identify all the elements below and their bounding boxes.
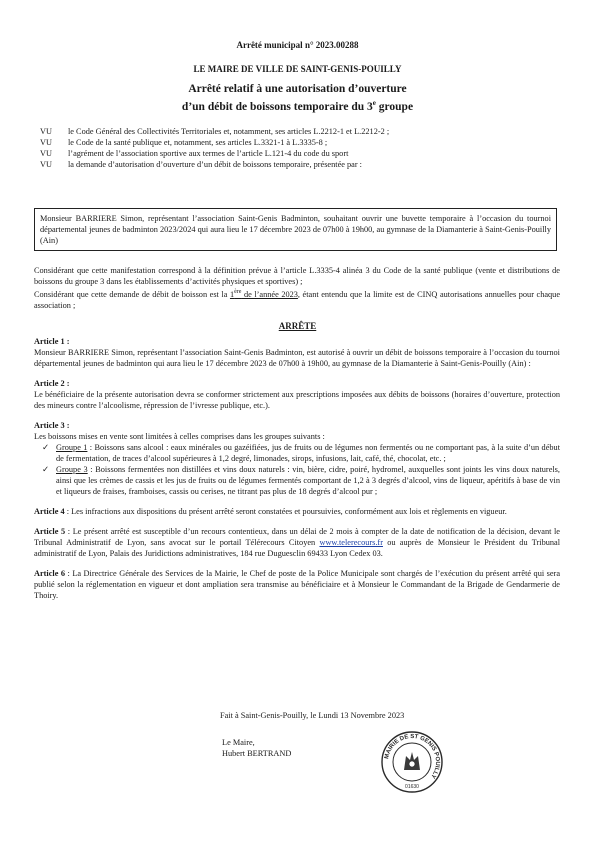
document-title (0, 82, 595, 114)
article-2-text: Le bénéficiaire de la présente autorisation devra se conformer strictement aux prescriptions imposées aux débits de boissons (horaires d’ouverture, protection des mineurs contre l’alcoolisme, répression de l’ivresse publique, etc.). (34, 390, 560, 410)
checkmark-icon: ✓ (42, 443, 49, 452)
decree-heading: ARRÊTE (278, 321, 317, 331)
stamp-postal-code: 01630 (405, 784, 419, 790)
group-1-text (56, 442, 560, 464)
vu-label: VU (40, 160, 52, 169)
signature-block (222, 737, 291, 759)
article-6-text: : La Directrice Générale des Services de la Mairie, le Chef de poste de la Police Municipale sont chargés de l’exécution du présent arrêté qui sera publié selon la réglementation en vigueur et dont ampliation sera transmise au bénéficiaire et à Monsieur le Commandant de la Brigade de Gendarmerie de Thoiry. (34, 569, 560, 600)
vu-label: VU (40, 138, 52, 147)
title-line-2-end: groupe (375, 100, 414, 113)
title-ordinal-sup: e (372, 99, 376, 107)
article-5 (34, 526, 560, 559)
article-6-title: Article 6 (34, 569, 66, 578)
consideration-2-start: Considérant que cette demande de débit de boisson est la (34, 289, 230, 299)
vu-text: la demande d’autorisation d’ouverture d’un débit de boissons temporaire, présentée par : (68, 160, 362, 169)
article-4-title: Article 4 (34, 507, 65, 516)
vu-label: VU (40, 127, 52, 136)
group-3-item (42, 464, 560, 497)
vu-row (40, 148, 560, 159)
article-3-intro: Les boissons mises en vente sont limitées à celles comprises dans les groupes suivants : (34, 432, 325, 441)
vu-text: le Code Général des Collectivités Territoriales et, notamment, ses articles L.2212-1 et L.2212-2 ; (68, 127, 390, 136)
signatory-name: Hubert BERTRAND (222, 749, 292, 758)
consideration-1: Considérant que cette manifestation correspond à la définition prévue à l’article L.3335-4 alinéa 3 du Code de la santé publique (vente et distributions de boissons du groupe 3 dans les établissements d’activités physiques et sportives) ; (34, 266, 560, 286)
article-1-title: Article 1 : (34, 337, 70, 346)
consideration-2-ordinal (230, 290, 298, 299)
vu-text: le Code de la santé publique et, notamment, ses articles L.3321-1 à L.3335-8 ; (68, 138, 328, 147)
ordinal-year: de l’année 2023 (241, 289, 298, 299)
group-1-label: Groupe 1 (56, 443, 88, 452)
request-box: Monsieur BARRIERE Simon, représentant l’association Saint-Genis Badminton, souhaitant ouvrir une buvette temporaire à l’occasion du tournoi départemental jeunes de badminton 2023/2024 qui aura lieu le 17 décembre 2023 de 07h00 à 19h00, au gymnase de la Diamanterie à Saint-Genis-Pouilly (Ain) (34, 208, 557, 251)
telerecours-link[interactable]: www.telerecours.fr (319, 538, 383, 547)
vu-row (40, 126, 560, 137)
article-4-text: : Les infractions aux dispositions du présent arrêté seront constatées et poursuivies, conformément aux lois et règlements en vigueur. (64, 507, 507, 516)
title-line-2-start: d’un débit de boissons temporaire du 3 (181, 100, 373, 113)
articles-section (34, 336, 560, 601)
stamp-ring-text: MAIRIE DE ST GENIS POUILLY (384, 733, 441, 780)
vu-row (40, 137, 560, 148)
group-1-description: : Boissons sans alcool : eaux minérales ou gazéifiées, jus de fruits ou de légumes non fermentés ou ne comportant pas, à la suite d’un début de fermentation, de traces d’alcool supérieures à 1,2 degré, limonades, sirops, infusions, lait, café, thé, chocolat, etc. ; (56, 443, 560, 463)
group-3-description: : Boissons fermentées non distillées et vins doux naturels : vin, bière, cidre, poiré, hydromel, auxquelles sont joints les vins doux naturels, ainsi que les crèmes de cassis et les jus de fruits ou de légumes fermentés comportant de 1,2 à 3 degrés d’alcool, vins de liqueur, apéritifs à base de vin et liqueurs de fraises, framboises, cassis ou cerises, ne titrant pas plus de 18 degrés d’alcool pur ; (56, 465, 560, 496)
ordinal-sup: ère (234, 289, 242, 295)
signature-date: Fait à Saint-Genis-Pouilly, le Lundi 13 Novembre 2023 (220, 711, 405, 720)
issuing-authority: LE MAIRE DE VILLE DE SAINT-GENIS-POUILLY (193, 64, 402, 74)
legal-basis-list (40, 126, 560, 170)
decree-reference: Arrêté municipal n° 2023.00288 (236, 40, 359, 50)
article-1-text: Monsieur BARRIERE Simon, représentant l’association Saint-Genis Badminton, est autorisé à ouvrir un débit de boissons temporaire à l’occasion du tournoi départemental jeunes de badminton qui aura lieu le 17 décembre 2023 de 07h00 à 19h00, au gymnase de la Diamanterie à Saint-Genis-Pouilly (Ain) : (34, 348, 560, 368)
article-5-text-start: : Le présent arrêté est susceptible d’un recours contentieux, dans un délai de 2 mois à compter de la date de notification de la décision, devant le Tribunal Administratif de Lyon, sans avocat sur le portail Télérecours Citoyen (34, 527, 560, 547)
consideration-2 (34, 287, 560, 311)
ordinal-number: 1 (229, 289, 235, 299)
vu-label: VU (40, 149, 52, 158)
consideration-2-end: , étant entendu que la limite est de CINQ autorisations annuelles pour chaque association ; (34, 289, 561, 310)
vu-text: l’agrément de l’association sportive aux termes de l’article L.121-4 du code du sport (68, 149, 349, 158)
group-3-label: Groupe 3 (56, 465, 88, 474)
title-line-1: Arrêté relatif à une autorisation d’ouverture (188, 83, 407, 95)
considerations (34, 265, 560, 311)
vu-row (40, 159, 560, 170)
article-2-title: Article 2 : (34, 379, 70, 388)
group-3-text (56, 464, 560, 497)
checkmark-icon: ✓ (42, 465, 49, 474)
article-3-title: Article 3 : (34, 421, 70, 430)
stamp-emblem-icon (404, 752, 420, 770)
signatory-role: Le Maire, (222, 738, 255, 747)
article-5-title: Article 5 (34, 527, 66, 536)
article-6 (34, 568, 560, 601)
article-5-text-end: ou auprès de Monsieur le Président du Tribunal administratif de Lyon, Palais des Juridictions administratives, 184 rue Duguesclin 69433 Lyon Cedex 03. (34, 538, 560, 558)
article-4 (34, 506, 560, 517)
mairie-seal-stamp (380, 730, 444, 794)
title-line-2 (0, 96, 595, 114)
group-1-item (42, 442, 560, 464)
